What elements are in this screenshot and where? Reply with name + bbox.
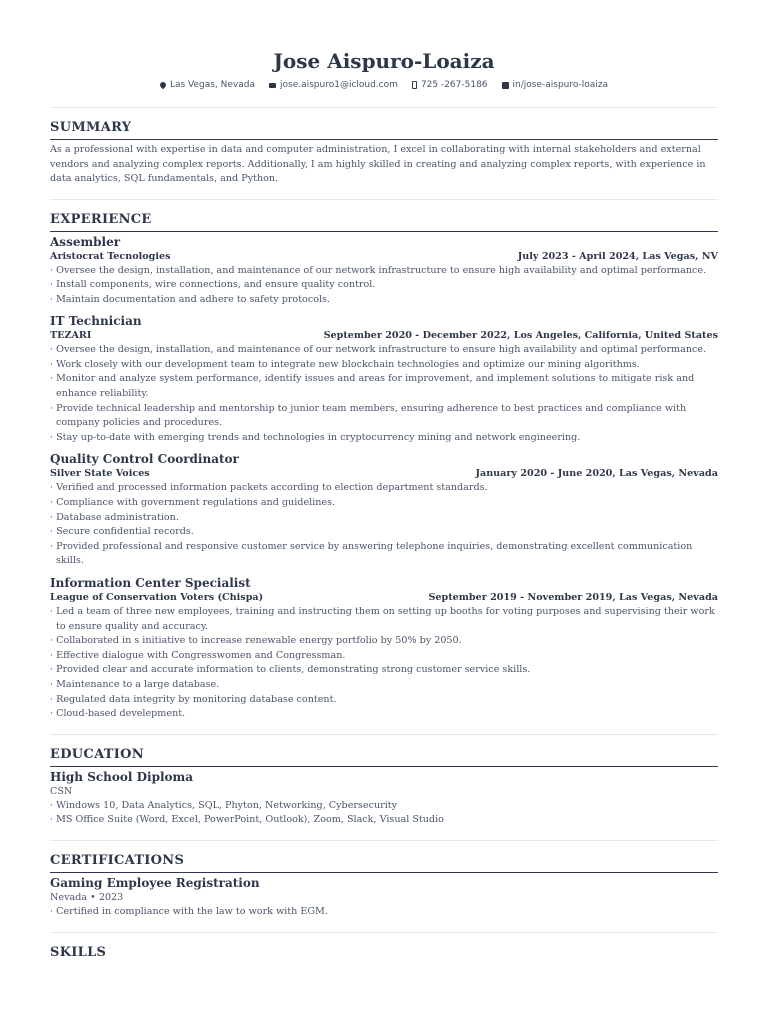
divider <box>50 932 718 933</box>
certification-entry <box>50 875 718 920</box>
certification-meta: Nevada • 2023 <box>50 891 124 903</box>
education-meta-row <box>50 785 718 799</box>
skills-heading: SKILLS <box>50 945 718 957</box>
bullet-item: · Verified and processed information packets according to election department standards. <box>50 481 718 496</box>
bullet-item: · Work closely with our development team to integrate new blockchain technologies and optimize our mining algorithms. <box>50 358 718 373</box>
job-meta-row <box>50 250 718 264</box>
education-section <box>50 747 718 828</box>
contact-phone-text[interactable]: 725 -267-5186 <box>420 80 488 90</box>
bullet-item: · Effective dialogue with Congresswomen and Congressman. <box>50 649 718 664</box>
bullet-item: · Database administration. <box>50 511 718 526</box>
contact-linkedin[interactable] <box>502 80 609 90</box>
contact-email-text[interactable]: jose.aispuro1@icloud.com <box>280 80 398 90</box>
education-bullets <box>50 799 718 828</box>
bullet-item: · Install components, wire connections, and ensure quality control. <box>50 278 718 293</box>
bullet-item: · Led a team of three new employees, training and instructing them on setting up booths for voting purposes and supervising their work to ensure quality and accuracy. <box>50 605 718 634</box>
job-meta-row <box>50 467 718 481</box>
bullet-item: · Regulated data integrity by monitoring database content. <box>50 693 718 708</box>
phone-icon <box>412 81 417 89</box>
job-role: Quality Control Coordinator <box>50 452 239 467</box>
job-bullets <box>50 481 718 569</box>
certification-meta-row <box>50 891 718 905</box>
resume-page <box>50 0 718 957</box>
divider <box>50 199 718 200</box>
bullet-item: · Cloud-based develepment. <box>50 707 718 722</box>
job-role: Assembler <box>50 234 121 249</box>
job-meta-row <box>50 329 718 343</box>
contact-row <box>50 78 718 92</box>
education-school: CSN <box>50 785 73 797</box>
job-bullets <box>50 264 718 308</box>
experience-section <box>50 212 718 722</box>
job-company: Aristocrat Tecnologies <box>50 250 171 262</box>
bullet-item: · Maintain documentation and adhere to safety protocols. <box>50 293 718 308</box>
certification-bullets <box>50 905 718 920</box>
job-dates-location: July 2023 - April 2024, Las Vegas, NV <box>517 250 718 262</box>
bullet-item: · Maintenance to a large database. <box>50 678 718 693</box>
bullet-item: · Windows 10, Data Analytics, SQL, Phyton, Networking, Cybersecurity <box>50 799 718 814</box>
divider <box>50 734 718 735</box>
bullet-item: · Collaborated in s initiative to increase renewable energy portfolio by 50% by 2050. <box>50 634 718 649</box>
education-entry <box>50 769 718 828</box>
education-degree: High School Diploma <box>50 769 194 784</box>
job-role: Information Center Specialist <box>50 576 251 590</box>
bullet-item: · MS Office Suite (Word, Excel, PowerPoint, Outlook), Zoom, Slack, Visual Studio <box>50 813 718 828</box>
bullet-item: · Provide technical leadership and mentorship to junior team members, ensuring adherence to best practices and compliance with company policies and procedures. <box>50 402 718 431</box>
job-entry <box>50 234 718 308</box>
contact-linkedin-text[interactable]: in/jose-aispuro-loaiza <box>512 80 609 90</box>
bullet-item: · Oversee the design, installation, and maintenance of our network infrastructure to ensure high availability and optimal performance. <box>50 264 718 279</box>
contact-email[interactable] <box>269 80 398 90</box>
experience-heading: EXPERIENCE <box>50 212 718 232</box>
divider <box>50 840 718 841</box>
contact-location <box>160 80 255 90</box>
job-role: IT Technician <box>50 314 142 329</box>
bullet-item: · Monitor and analyze system performance, identify issues and areas for improvement, and implement solutions to mitigate risk and enhance reliability. <box>50 372 718 401</box>
job-entry <box>50 313 718 445</box>
linkedin-icon <box>502 82 509 89</box>
contact-location-text: Las Vegas, Nevada <box>169 80 255 90</box>
map-pin-icon <box>159 81 167 89</box>
job-entry <box>50 451 718 569</box>
summary-text: As a professional with expertise in data and computer administration, I excel in collaborating with internal stakeholders and external vendors and analyzing complex reports. Additionally, I am highly skilled in creating and analyzing complex reports, with experience in data analytics, SQL fundamentals, and Python. <box>50 144 706 184</box>
certifications-heading: CERTIFICATIONS <box>50 853 718 873</box>
certifications-section <box>50 853 718 920</box>
job-company: TEZARI <box>50 330 92 342</box>
certification-name: Gaming Employee Registration <box>50 875 260 890</box>
bullet-item: · Oversee the design, installation, and maintenance of our network infrastructure to ensure high availability and optimal performance. <box>50 343 718 358</box>
job-bullets <box>50 343 718 445</box>
bullet-item: · Certified in compliance with the law to work with EGM. <box>50 905 718 920</box>
bullet-item: · Provided professional and responsive customer service by answering telephone inquiries, demonstrating excellent communication skills. <box>50 540 718 569</box>
job-meta-row <box>50 591 718 605</box>
bullet-item: · Secure confidential records. <box>50 525 718 540</box>
bullet-item: · Stay up-to-date with emerging trends and technologies in cryptocurrency mining and network engineering. <box>50 431 718 446</box>
job-entry <box>50 575 718 722</box>
job-company: Silver State Voices <box>50 468 150 480</box>
job-dates-location: September 2019 - November 2019, Las Vegas, Nevada <box>428 592 718 603</box>
divider <box>50 107 718 108</box>
bullet-item: · Provided clear and accurate information to clients, demonstrating strong customer service skills. <box>50 663 718 678</box>
skills-section <box>50 945 718 957</box>
bullet-item: · Compliance with government regulations and guidelines. <box>50 496 718 511</box>
job-company: League of Conservation Voters (Chispa) <box>50 592 264 603</box>
summary-heading: SUMMARY <box>50 120 718 140</box>
education-heading: EDUCATION <box>50 747 718 767</box>
job-bullets <box>50 605 718 722</box>
job-dates-location: September 2020 - December 2022, Los Angeles, California, United States <box>323 330 718 342</box>
candidate-name: Jose Aispuro-Loaiza <box>273 49 495 73</box>
mail-icon <box>269 83 276 88</box>
contact-phone[interactable] <box>412 80 488 90</box>
job-dates-location: January 2020 - June 2020, Las Vegas, Nevada <box>475 468 718 480</box>
summary-section <box>50 120 718 187</box>
